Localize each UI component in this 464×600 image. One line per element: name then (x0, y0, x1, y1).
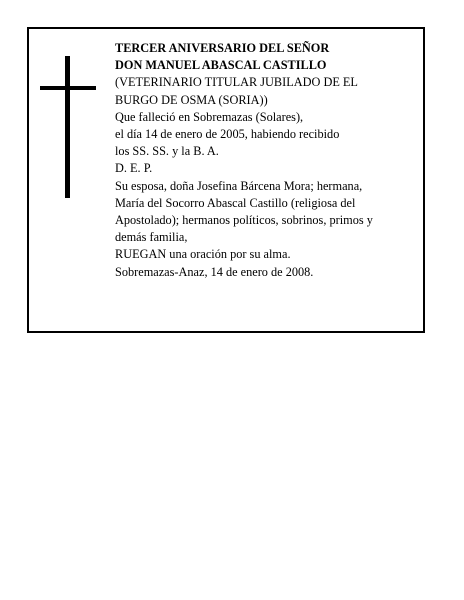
sacraments-line: los SS. SS. y la B. A. (115, 144, 219, 159)
profession-line-2: BURGO DE OSMA (SORIA)) (115, 92, 268, 107)
obituary-notice (27, 27, 425, 333)
title-line-2: DON MANUEL ABASCAL CASTILLO (115, 58, 327, 73)
family-line-1: Su esposa, doña Josefina Bárcena Mora; hermana, (115, 178, 363, 193)
family-line-3: Apostolado); hermanos políticos, sobrinos, primos y (115, 213, 373, 228)
cross-vertical-bar (65, 56, 70, 198)
family-line-2: María del Socorro Abascal Castillo (religiosa del (115, 195, 356, 210)
cross-icon (37, 56, 97, 198)
prayer-request-line: RUEGAN una oración por su alma. (115, 247, 291, 262)
profession-line-1: (VETERINARIO TITULAR JUBILADO DE EL (115, 75, 358, 90)
place-date-line: Sobremazas-Anaz, 14 de enero de 2008. (115, 264, 314, 279)
family-line-4: demás familia, (115, 230, 188, 245)
title-line-1: TERCER ANIVERSARIO DEL SEÑOR (115, 41, 330, 55)
rip-line: D. E. P. (115, 161, 153, 176)
death-place-line: Que falleció en Sobremazas (Solares), (115, 109, 304, 124)
notice-text (115, 40, 420, 281)
cross-horizontal-bar (40, 86, 96, 90)
death-date-line: el día 14 de enero de 2005, habiendo recibido (115, 127, 340, 142)
